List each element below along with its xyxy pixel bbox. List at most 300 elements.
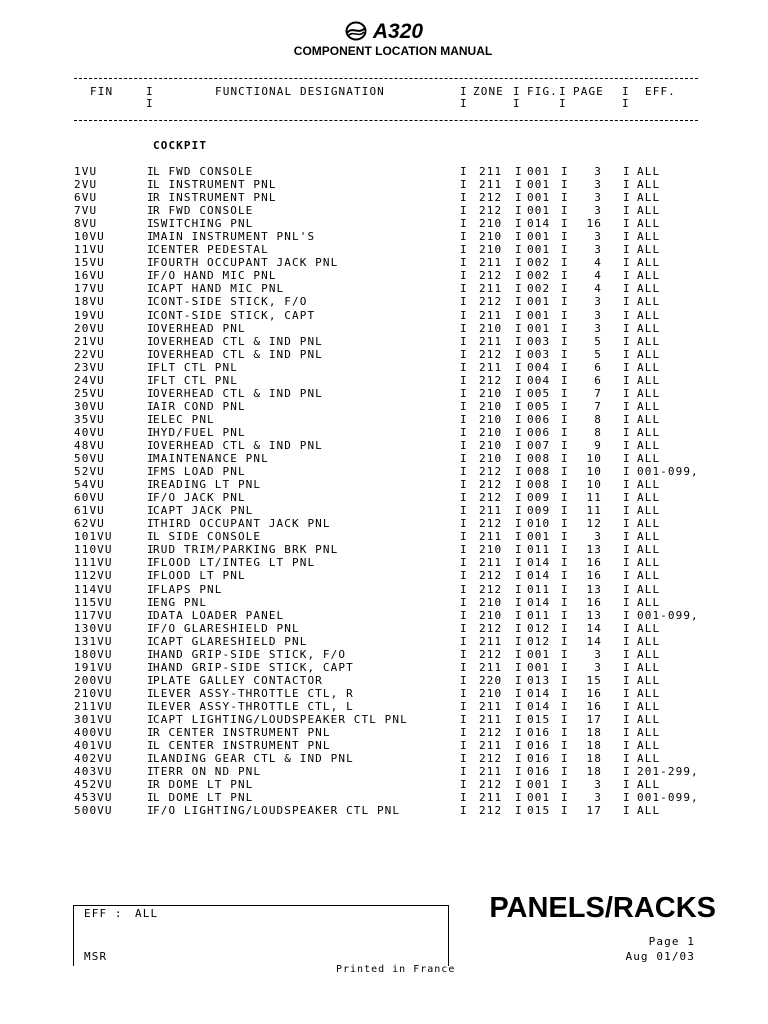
col-sep: I: [147, 373, 155, 387]
designation-cell: L INSTRUMENT PNL: [153, 178, 277, 192]
page-cell: 16: [586, 686, 602, 700]
col-sep: I: [623, 321, 631, 335]
col-sep: I: [460, 608, 468, 622]
table-row: [0, 230, 768, 243]
col-sep: I: [460, 347, 468, 361]
col-sep: I: [515, 517, 523, 531]
table-row: [0, 465, 768, 478]
zone-cell: 211: [479, 712, 503, 726]
zone-cell: 210: [479, 608, 503, 622]
designation-cell: R DOME LT PNL: [153, 778, 254, 792]
col-page: PAGE: [573, 85, 604, 98]
col-sep: I: [515, 686, 523, 700]
table-row: [0, 713, 768, 726]
page-cell: 5: [594, 347, 602, 361]
col-sep: I: [623, 791, 631, 805]
col-sep: I: [147, 360, 155, 374]
col-sep: I: [515, 321, 523, 335]
col-sep: I: [623, 621, 631, 635]
col-sep: I: [515, 230, 523, 244]
fig-cell: 011: [527, 543, 551, 557]
table-row: [0, 256, 768, 269]
col-sep: I: [623, 204, 631, 218]
col-sep: I: [460, 595, 468, 609]
fin-cell: 130VU: [74, 621, 113, 635]
col-sep: I: [561, 673, 569, 687]
zone-cell: 210: [479, 438, 503, 452]
designation-cell: L FWD CONSOLE: [153, 165, 254, 178]
fin-cell: 112VU: [74, 569, 113, 583]
fig-cell: 011: [527, 608, 551, 622]
col-sep: I: [147, 791, 155, 805]
table-row: [0, 739, 768, 752]
fin-cell: 402VU: [74, 752, 113, 766]
col-sep: I: [147, 386, 155, 400]
col-sep: I: [623, 517, 631, 531]
table-row: [0, 322, 768, 335]
table-row: [0, 282, 768, 295]
table-row: [0, 243, 768, 256]
col-sep: I: [561, 399, 569, 413]
col-sep: I: [515, 752, 523, 766]
fig-cell: 001: [527, 308, 551, 322]
fig-cell: 015: [527, 804, 551, 818]
fig-cell: 001: [527, 295, 551, 309]
airbus-logo: [0, 20, 768, 44]
page-cell: 8: [594, 412, 602, 426]
col-sep: I: [515, 217, 523, 231]
fin-cell: 61VU: [74, 504, 105, 518]
col-sep: I: [623, 230, 631, 244]
fig-cell: 002: [527, 269, 551, 283]
eff-cell: ALL: [637, 752, 661, 766]
table-row: [0, 426, 768, 439]
eff-cell: ALL: [637, 543, 661, 557]
fin-cell: 2VU: [74, 178, 98, 192]
zone-cell: 211: [479, 165, 503, 178]
airbus-logo-icon: [345, 21, 367, 41]
fig-cell: 014: [527, 595, 551, 609]
col-sep: I: [146, 85, 154, 98]
page-cell: 7: [594, 386, 602, 400]
designation-cell: OVERHEAD CTL & IND PNL: [153, 334, 323, 348]
page-cell: 10: [586, 452, 602, 466]
col-sep: I: [623, 543, 631, 557]
col-sep: I: [559, 97, 567, 110]
fin-cell: 18VU: [74, 295, 105, 309]
col-sep: I: [147, 478, 155, 492]
col-sep: I: [561, 204, 569, 218]
col-sep: I: [460, 530, 468, 544]
table-row: [0, 400, 768, 413]
page-cell: 3: [594, 204, 602, 218]
eff-cell: ALL: [637, 660, 661, 674]
col-sep: I: [622, 97, 630, 110]
fig-cell: 009: [527, 504, 551, 518]
page-cell: 14: [586, 621, 602, 635]
eff-cell: ALL: [637, 634, 661, 648]
page-cell: 18: [586, 739, 602, 753]
page-cell: 6: [594, 373, 602, 387]
col-sep: I: [147, 243, 155, 257]
fin-cell: 24VU: [74, 373, 105, 387]
page-cell: 3: [594, 230, 602, 244]
zone-cell: 211: [479, 699, 503, 713]
col-sep: I: [561, 582, 569, 596]
designation-cell: FMS LOAD PNL: [153, 465, 246, 479]
col-sep: I: [561, 217, 569, 231]
col-sep: I: [561, 491, 569, 505]
fin-cell: 52VU: [74, 465, 105, 479]
zone-cell: 210: [479, 243, 503, 257]
fin-cell: 452VU: [74, 778, 113, 792]
col-sep: I: [561, 412, 569, 426]
col-sep: I: [147, 595, 155, 609]
table-row: [0, 439, 768, 452]
col-sep: I: [623, 243, 631, 257]
col-zone: ZONE: [473, 85, 504, 98]
col-sep: I: [147, 217, 155, 231]
col-sep: I: [147, 804, 155, 818]
table-row: [0, 335, 768, 348]
table-row: [0, 804, 768, 817]
col-sep: I: [147, 778, 155, 792]
designation-cell: PLATE GALLEY CONTACTOR: [153, 673, 323, 687]
table-row: [0, 622, 768, 635]
col-sep: I: [460, 712, 468, 726]
fin-cell: 30VU: [74, 399, 105, 413]
table-row: [0, 478, 768, 491]
col-sep: I: [623, 217, 631, 231]
col-sep: I: [561, 556, 569, 570]
col-sep: I: [460, 438, 468, 452]
eff-cell: ALL: [637, 438, 661, 452]
designation-cell: LEVER ASSY-THROTTLE CTL, R: [153, 686, 354, 700]
col-sep: I: [460, 191, 468, 205]
fin-cell: 7VU: [74, 204, 98, 218]
col-sep: I: [623, 660, 631, 674]
col-sep: I: [460, 97, 468, 110]
page-cell: 4: [594, 282, 602, 296]
col-sep: I: [147, 699, 155, 713]
designation-cell: CAPT JACK PNL: [153, 504, 254, 518]
col-sep: I: [623, 778, 631, 792]
col-sep: I: [147, 608, 155, 622]
table-row: [0, 530, 768, 543]
col-sep: I: [623, 804, 631, 818]
fin-cell: 22VU: [74, 347, 105, 361]
col-sep: I: [561, 686, 569, 700]
fin-cell: 17VU: [74, 282, 105, 296]
zone-cell: 211: [479, 256, 503, 270]
col-sep: I: [513, 85, 521, 98]
page-cell: 13: [586, 543, 602, 557]
col-sep: I: [460, 726, 468, 740]
col-sep: I: [515, 425, 523, 439]
col-sep: I: [623, 634, 631, 648]
page-cell: 18: [586, 726, 602, 740]
page-cell: 3: [594, 647, 602, 661]
col-sep: I: [460, 621, 468, 635]
col-sep: I: [515, 438, 523, 452]
col-sep: I: [460, 699, 468, 713]
col-sep: I: [515, 504, 523, 518]
fig-cell: 001: [527, 791, 551, 805]
page-cell: 3: [594, 791, 602, 805]
fin-cell: 453VU: [74, 791, 113, 805]
designation-cell: FLT CTL PNL: [153, 373, 238, 387]
table-row: [0, 491, 768, 504]
col-sep: I: [460, 269, 468, 283]
col-sep: I: [561, 347, 569, 361]
zone-cell: 212: [479, 517, 503, 531]
table-row: [0, 648, 768, 661]
col-sep: I: [147, 308, 155, 322]
col-sep: I: [147, 425, 155, 439]
table-row: [0, 348, 768, 361]
zone-cell: 211: [479, 178, 503, 192]
designation-cell: HAND GRIP-SIDE STICK, F/O: [153, 647, 347, 661]
designation-cell: DATA LOADER PANEL: [153, 608, 285, 622]
designation-cell: FLAPS PNL: [153, 582, 223, 596]
zone-cell: 212: [479, 804, 503, 818]
fig-cell: 014: [527, 699, 551, 713]
table-row: [0, 309, 768, 322]
col-sep: I: [623, 438, 631, 452]
fig-cell: 006: [527, 425, 551, 439]
designation-cell: MAINTENANCE PNL: [153, 452, 269, 466]
zone-cell: 212: [479, 465, 503, 479]
col-sep: I: [460, 647, 468, 661]
zone-cell: 210: [479, 399, 503, 413]
zone-cell: 211: [479, 360, 503, 374]
fig-cell: 004: [527, 373, 551, 387]
eff-cell: ALL: [637, 334, 661, 348]
fin-cell: 115VU: [74, 595, 113, 609]
col-sep: I: [561, 712, 569, 726]
table-row: [0, 583, 768, 596]
designation-cell: THIRD OCCUPANT JACK PNL: [153, 517, 331, 531]
zone-cell: 212: [479, 491, 503, 505]
col-sep: I: [623, 360, 631, 374]
table-row: [0, 765, 768, 778]
page-cell: 3: [594, 165, 602, 178]
page-cell: 16: [586, 556, 602, 570]
table-row: [0, 374, 768, 387]
designation-cell: HAND GRIP-SIDE STICK, CAPT: [153, 660, 354, 674]
col-sep: I: [561, 765, 569, 779]
col-sep: I: [147, 256, 155, 270]
column-header-separators: [0, 97, 768, 111]
fin-cell: 10VU: [74, 230, 105, 244]
designation-cell: READING LT PNL: [153, 478, 262, 492]
page-cell: 16: [586, 699, 602, 713]
zone-cell: 211: [479, 765, 503, 779]
col-sep: I: [147, 269, 155, 283]
fig-cell: 001: [527, 204, 551, 218]
table-row: [0, 413, 768, 426]
col-sep: I: [147, 582, 155, 596]
zone-cell: 210: [479, 412, 503, 426]
col-sep: I: [147, 712, 155, 726]
col-sep: I: [460, 739, 468, 753]
col-sep: I: [561, 478, 569, 492]
col-sep: I: [515, 634, 523, 648]
eff-cell: ALL: [637, 282, 661, 296]
page-cell: 3: [594, 191, 602, 205]
col-sep: I: [147, 465, 155, 479]
table-row: [0, 778, 768, 791]
col-sep: I: [460, 308, 468, 322]
col-sep: I: [561, 517, 569, 531]
table-row: [0, 700, 768, 713]
col-sep: I: [515, 204, 523, 218]
col-sep: I: [515, 282, 523, 296]
fig-cell: 013: [527, 673, 551, 687]
col-sep: I: [147, 204, 155, 218]
col-sep: I: [147, 530, 155, 544]
col-sep: I: [561, 386, 569, 400]
col-sep: I: [623, 530, 631, 544]
fig-cell: 014: [527, 569, 551, 583]
page-cell: 13: [586, 582, 602, 596]
fig-cell: 012: [527, 621, 551, 635]
col-sep: I: [147, 543, 155, 557]
col-sep: I: [623, 752, 631, 766]
fin-cell: 500VU: [74, 804, 113, 818]
col-sep: I: [623, 595, 631, 609]
col-sep: I: [147, 686, 155, 700]
fig-cell: 001: [527, 230, 551, 244]
designation-cell: L SIDE CONSOLE: [153, 530, 262, 544]
page-cell: 16: [586, 595, 602, 609]
eff-cell: ALL: [637, 308, 661, 322]
zone-cell: 212: [479, 204, 503, 218]
fig-cell: 001: [527, 530, 551, 544]
fin-cell: 20VU: [74, 321, 105, 335]
eff-cell: ALL: [637, 621, 661, 635]
fig-cell: 014: [527, 556, 551, 570]
col-sep: I: [147, 412, 155, 426]
manual-title: COMPONENT LOCATION MANUAL: [293, 44, 493, 58]
fig-cell: 011: [527, 582, 551, 596]
col-sep: I: [515, 308, 523, 322]
zone-cell: 211: [479, 791, 503, 805]
col-sep: I: [460, 165, 468, 178]
table-row: [0, 361, 768, 374]
fig-cell: 006: [527, 412, 551, 426]
zone-cell: 210: [479, 386, 503, 400]
col-sep: I: [460, 399, 468, 413]
col-sep: I: [515, 582, 523, 596]
fig-cell: 014: [527, 686, 551, 700]
eff-cell: ALL: [637, 726, 661, 740]
col-sep: I: [460, 569, 468, 583]
zone-cell: 211: [479, 556, 503, 570]
designation-cell: OVERHEAD CTL & IND PNL: [153, 347, 323, 361]
fin-cell: 403VU: [74, 765, 113, 779]
col-sep: I: [147, 673, 155, 687]
zone-cell: 220: [479, 673, 503, 687]
col-sep: I: [515, 334, 523, 348]
table-row: [0, 609, 768, 622]
designation-cell: MAIN INSTRUMENT PNL'S: [153, 230, 316, 244]
col-sep: I: [147, 517, 155, 531]
col-sep: I: [147, 438, 155, 452]
col-sep: I: [515, 569, 523, 583]
eff-cell: ALL: [637, 256, 661, 270]
page-cell: 15: [586, 673, 602, 687]
col-sep: I: [515, 191, 523, 205]
designation-cell: CAPT LIGHTING/LOUDSPEAKER CTL PNL: [153, 712, 408, 726]
eff-cell: ALL: [637, 204, 661, 218]
page-cell: 3: [594, 243, 602, 257]
table-row: [0, 674, 768, 687]
col-sep: I: [561, 504, 569, 518]
col-sep: I: [147, 191, 155, 205]
fig-cell: 001: [527, 243, 551, 257]
col-sep: I: [515, 373, 523, 387]
fig-cell: 001: [527, 778, 551, 792]
col-sep: I: [623, 256, 631, 270]
eff-cell: 201-299,: [637, 765, 699, 779]
table-row: [0, 504, 768, 517]
fig-cell: 002: [527, 256, 551, 270]
table-row: [0, 661, 768, 674]
col-sep: I: [515, 360, 523, 374]
col-sep: I: [460, 386, 468, 400]
table-row: [0, 452, 768, 465]
designation-cell: FLT CTL PNL: [153, 360, 238, 374]
fin-cell: 101VU: [74, 530, 113, 544]
col-sep: I: [147, 230, 155, 244]
fin-cell: 191VU: [74, 660, 113, 674]
col-sep: I: [147, 334, 155, 348]
designation-cell: R CENTER INSTRUMENT PNL: [153, 726, 331, 740]
printed-in: Printed in France: [336, 964, 456, 975]
page-date: Aug 01/03: [625, 950, 695, 963]
fig-cell: 005: [527, 386, 551, 400]
table-row: [0, 726, 768, 739]
col-sep: I: [515, 465, 523, 479]
designation-cell: F/O LIGHTING/LOUDSPEAKER CTL PNL: [153, 804, 401, 818]
col-sep: I: [561, 295, 569, 309]
fin-cell: 15VU: [74, 256, 105, 270]
fin-cell: 180VU: [74, 647, 113, 661]
col-sep: I: [561, 791, 569, 805]
page-cell: 11: [586, 504, 602, 518]
zone-cell: 211: [479, 504, 503, 518]
col-sep: I: [623, 425, 631, 439]
col-sep: I: [147, 282, 155, 296]
col-fig: FIG.: [527, 85, 558, 98]
col-sep: I: [623, 399, 631, 413]
fin-cell: 6VU: [74, 191, 98, 205]
fin-cell: 200VU: [74, 673, 113, 687]
eff-cell: 001-099,: [637, 465, 699, 479]
col-sep: I: [515, 165, 523, 178]
col-sep: I: [623, 347, 631, 361]
col-sep: I: [561, 621, 569, 635]
fin-cell: 40VU: [74, 425, 105, 439]
zone-cell: 212: [479, 621, 503, 635]
page-cell: 17: [586, 804, 602, 818]
col-sep: I: [623, 608, 631, 622]
zone-cell: 210: [479, 425, 503, 439]
fig-cell: 016: [527, 739, 551, 753]
fig-cell: 001: [527, 660, 551, 674]
zone-cell: 210: [479, 686, 503, 700]
